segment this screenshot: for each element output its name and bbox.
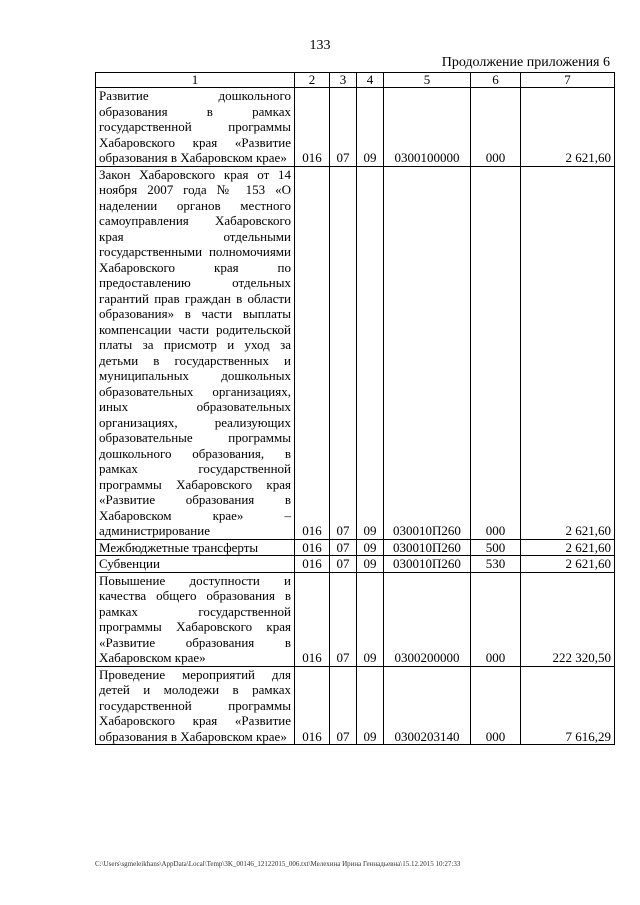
header-col-6: 6 xyxy=(471,73,521,88)
row-ministry-code: 016 xyxy=(295,88,330,167)
continuation-caption: Продолжение приложения 6 xyxy=(441,55,610,70)
header-col-7: 7 xyxy=(521,73,615,88)
row-target-code: 030010П260 xyxy=(384,539,471,556)
row-description: Проведение мероприятий для детей и молодежи в рамках государственной программы Хабаровского края «Развитие образования в Хабаровском крае» xyxy=(96,666,295,745)
row-expense-type: 000 xyxy=(471,166,521,539)
row-target-code: 0300100000 xyxy=(384,88,471,167)
row-expense-type: 000 xyxy=(471,88,521,167)
row-expense-type: 500 xyxy=(471,539,521,556)
row-expense-type: 530 xyxy=(471,556,521,573)
row-ministry-code: 016 xyxy=(295,666,330,745)
page-number: 133 xyxy=(309,38,331,53)
row-subsection-code: 09 xyxy=(357,666,384,745)
row-description: Развитие дошкольного образования в рамках государственной программы Хабаровского края «Развитие образования в Хабаровском крае» xyxy=(96,88,295,167)
row-subsection-code: 09 xyxy=(357,556,384,573)
table-row xyxy=(96,539,615,556)
row-ministry-code: 016 xyxy=(295,539,330,556)
row-amount: 2 621,60 xyxy=(521,539,615,556)
row-ministry-code: 016 xyxy=(295,166,330,539)
header-col-4: 4 xyxy=(357,73,384,88)
row-amount: 2 621,60 xyxy=(521,556,615,573)
row-ministry-code: 016 xyxy=(295,556,330,573)
table-row xyxy=(96,556,615,573)
row-amount: 7 616,29 xyxy=(521,666,615,745)
table-row xyxy=(96,572,615,666)
row-description: Межбюджетные трансферты xyxy=(96,539,295,556)
table-row xyxy=(96,88,615,167)
row-description: Субвенции xyxy=(96,556,295,573)
table-row xyxy=(96,666,615,745)
header-col-3: 3 xyxy=(330,73,357,88)
row-description: Закон Хабаровского края от 14 ноября 2007 года № 153 «О наделении органов местного самоуправления Хабаровского края отдельными государственными полномочиями Хабаровского края по предоставлению отдельных гарантий прав граждан в области образования» в части выплаты компенсации части родительской платы за присмотр и уход за детьми в государственных и муниципальных дошкольных образовательных организациях, иных образовательных организациях, реализующих образовательные программы дошкольного образования, в рамках государственной программы Хабаровского края «Развитие образования в Хабаровском крае» – администрирование xyxy=(96,166,295,539)
budget-table xyxy=(95,72,615,745)
row-subsection-code: 09 xyxy=(357,166,384,539)
row-ministry-code: 016 xyxy=(295,572,330,666)
row-target-code: 030010П260 xyxy=(384,166,471,539)
row-section-code: 07 xyxy=(330,88,357,167)
footer-file-path: C:\Users\sgmeleikhans\AppData\Local\Temp\3K_00146_12122015_006.txt\Мелехина Ирина Геннадьевна\15.12.2015 10:27:33 xyxy=(95,860,461,868)
header-col-2: 2 xyxy=(295,73,330,88)
row-expense-type: 000 xyxy=(471,666,521,745)
row-subsection-code: 09 xyxy=(357,539,384,556)
row-section-code: 07 xyxy=(330,539,357,556)
row-subsection-code: 09 xyxy=(357,572,384,666)
header-row xyxy=(96,73,615,88)
row-amount: 222 320,50 xyxy=(521,572,615,666)
row-amount: 2 621,60 xyxy=(521,88,615,167)
row-target-code: 0300200000 xyxy=(384,572,471,666)
row-section-code: 07 xyxy=(330,572,357,666)
header-col-5: 5 xyxy=(384,73,471,88)
row-amount: 2 621,60 xyxy=(521,166,615,539)
row-section-code: 07 xyxy=(330,166,357,539)
row-section-code: 07 xyxy=(330,556,357,573)
row-target-code: 030010П260 xyxy=(384,556,471,573)
table-row xyxy=(96,166,615,539)
row-expense-type: 000 xyxy=(471,572,521,666)
row-subsection-code: 09 xyxy=(357,88,384,167)
row-description: Повышение доступности и качества общего образования в рамках государственной программы Хабаровского края «Развитие образования в Хабаровском крае» xyxy=(96,572,295,666)
row-target-code: 0300203140 xyxy=(384,666,471,745)
row-section-code: 07 xyxy=(330,666,357,745)
header-col-1: 1 xyxy=(96,73,295,88)
